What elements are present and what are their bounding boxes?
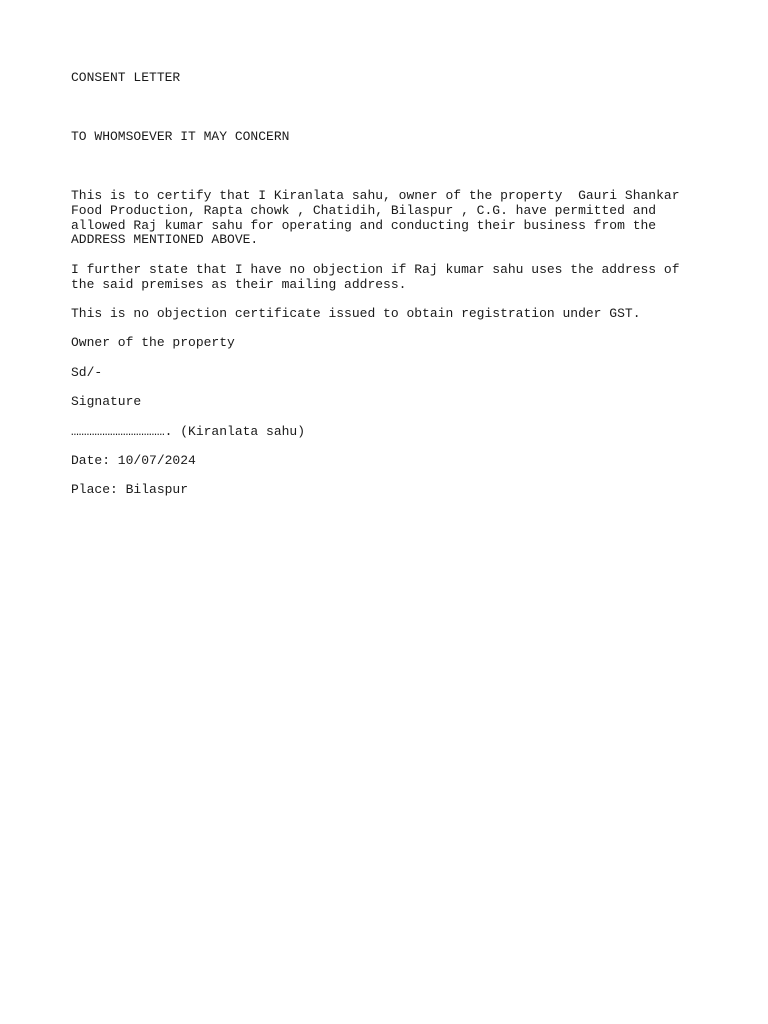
place-line: Place: Bilaspur (71, 482, 189, 498)
owner-label: Owner of the property (71, 335, 235, 351)
letter-title: CONSENT LETTER (71, 70, 181, 85)
consent-letter-page (71, 71, 701, 498)
date-line: Date: 10/07/2024 (71, 453, 196, 469)
signature-label: Signature (71, 394, 142, 410)
no-objection-paragraph: I further state that I have no objection if Raj kumar sahu uses the address of the said premises as their mailing address. (71, 261, 688, 292)
certification-paragraph: This is to certify that I Kiranlata sahu, owner of the property Gauri Shankar Food Production, Rapta chowk , Chatidih, Bilaspur , C.G. have permitted and allowed Raj kumar sahu for operating and conducting their business from the ADDRESS MENTIONED ABOVE. (71, 188, 688, 248)
sd-mark: Sd/- (71, 364, 103, 380)
signature-line: ………………………………. (Kiranlata sahu) (71, 423, 306, 439)
gst-paragraph: This is no objection certificate issued to obtain registration under GST. (71, 306, 641, 322)
addressee-line: TO WHOMSOEVER IT MAY CONCERN (71, 129, 290, 145)
